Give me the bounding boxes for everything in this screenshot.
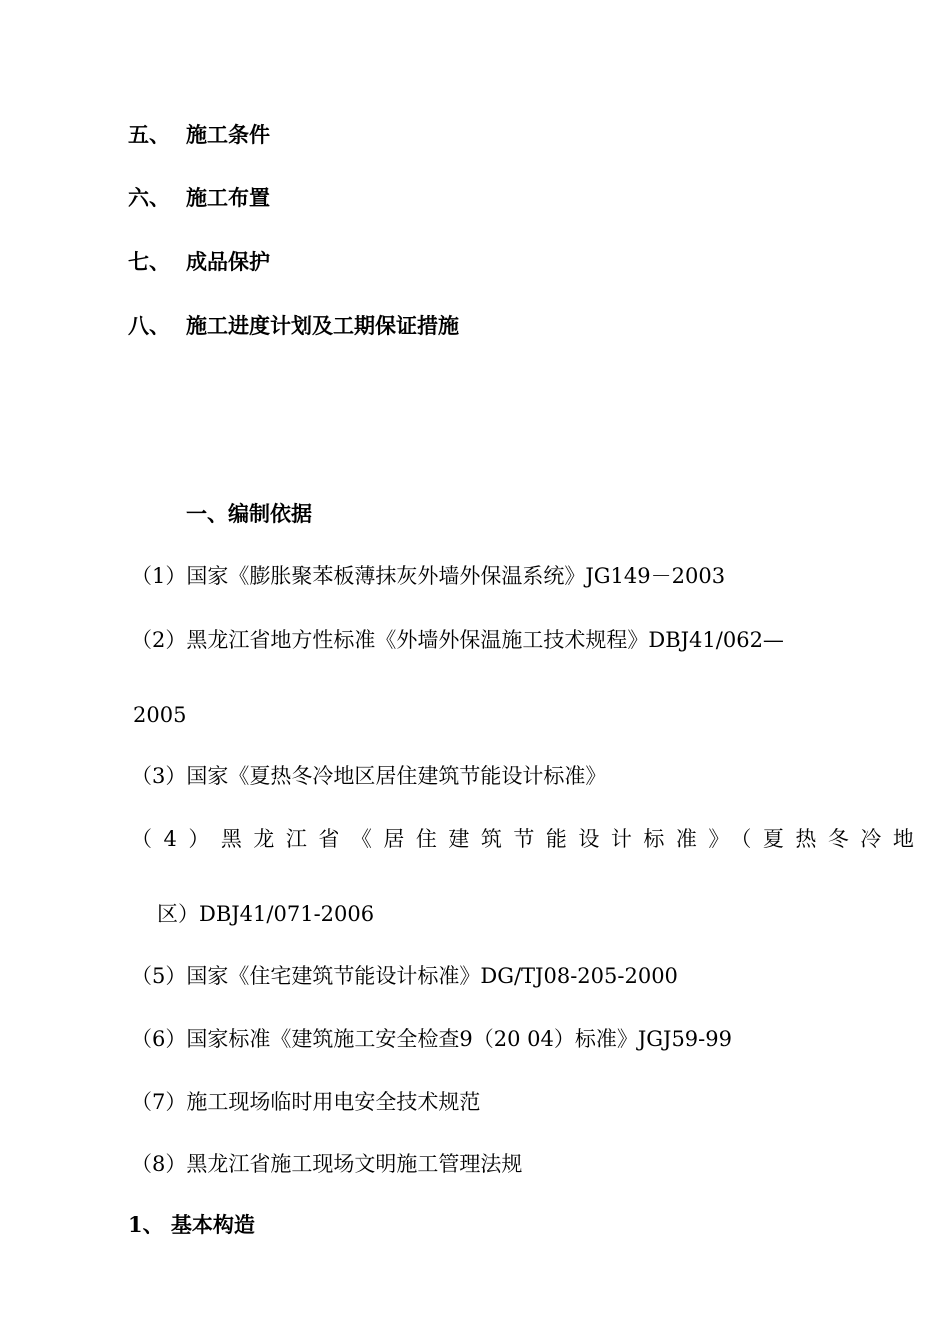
reference-line: （8）黑龙江省施工现场文明施工管理法规 xyxy=(131,1152,523,1176)
toc-number: 五、 xyxy=(128,122,170,147)
reference-line: （2）黑龙江省地方性标准《外墙外保温施工技术规程》DBJ41/062— xyxy=(131,628,784,652)
toc-title: 施工进度计划及工期保证措施 xyxy=(186,313,459,338)
toc-number: 八、 xyxy=(128,313,170,338)
toc-title: 成品保护 xyxy=(186,249,270,274)
reference-line: 区）DBJ41/071-2006 xyxy=(157,902,375,926)
reference-line: （4）黑龙江省《居住建筑节能设计标准》（夏热冬冷地 xyxy=(131,827,926,851)
toc-number: 六、 xyxy=(128,185,170,210)
reference-line: （6）国家标准《建筑施工安全检查9（20 04）标准》JGJ59-99 xyxy=(131,1027,732,1051)
reference-line: （7）施工现场临时用电安全技术规范 xyxy=(131,1090,481,1114)
reference-line: 2005 xyxy=(133,703,187,727)
reference-line: （3）国家《夏热冬冷地区居住建筑节能设计标准》 xyxy=(131,764,607,788)
reference-line: （5）国家《住宅建筑节能设计标准》DG/TJ08-205-2000 xyxy=(131,964,678,988)
section-heading: 一、编制依据 xyxy=(186,501,312,526)
subsection-heading: 1、 基本构造 xyxy=(128,1212,255,1237)
toc-title: 施工布置 xyxy=(186,185,270,210)
reference-line: （1）国家《膨胀聚苯板薄抹灰外墙外保温系统》JG149－2003 xyxy=(131,564,726,588)
toc-title: 施工条件 xyxy=(186,122,270,147)
toc-number: 七、 xyxy=(128,249,170,274)
